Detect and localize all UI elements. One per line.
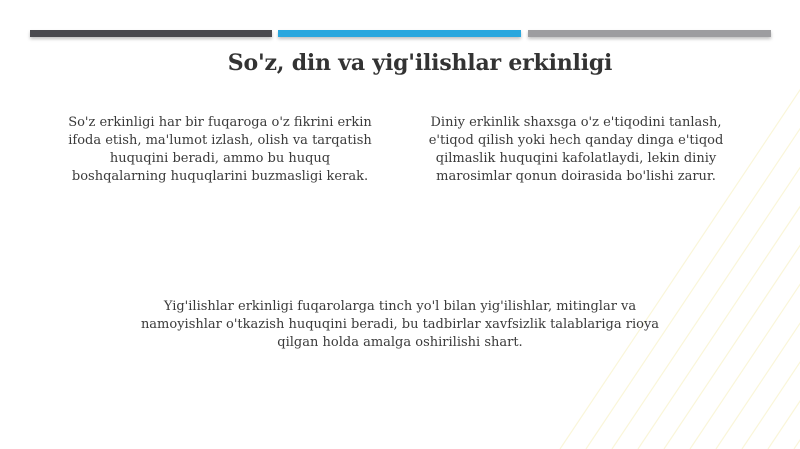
header-bar-middle xyxy=(278,30,521,37)
paragraph-freedom-of-speech: So'z erkinligi har bir fuqaroga o'z fikrini erkin ifoda etish, ma'lumot izlash, olish va tarqatish huquqini beradi, ammo bu huquq boshqalarning huquqlarini buzmasligi kerak. xyxy=(68,115,372,184)
slide-title: So'z, din va yig'ilishlar erkinligi xyxy=(227,50,613,76)
background-diagonal-line xyxy=(742,60,800,449)
header-bar-left xyxy=(30,30,272,37)
background-diagonal-line xyxy=(794,60,800,449)
paragraph-freedom-of-religion: Diniy erkinlik shaxsga o'z e'tiqodini tanlash, e'tiqod qilish yoki hech qanday dinga e'tiqod qilmaslik huquqini kafolatlaydi, lekin diniy marosimlar qonun doirasida bo'lishi zarur. xyxy=(428,115,724,184)
paragraph-freedom-of-assembly: Yig'ilishlar erkinligi fuqarolarga tinch yo'l bilan yig'ilishlar, mitinglar va namoyishlar o'tkazish huquqini beradi, bu tadbirlar xavfsizlik talablariga rioya qilgan holda amalga oshirilishi shart. xyxy=(140,299,660,350)
header-bar-right xyxy=(528,30,771,37)
background-diagonal-line xyxy=(768,60,800,449)
